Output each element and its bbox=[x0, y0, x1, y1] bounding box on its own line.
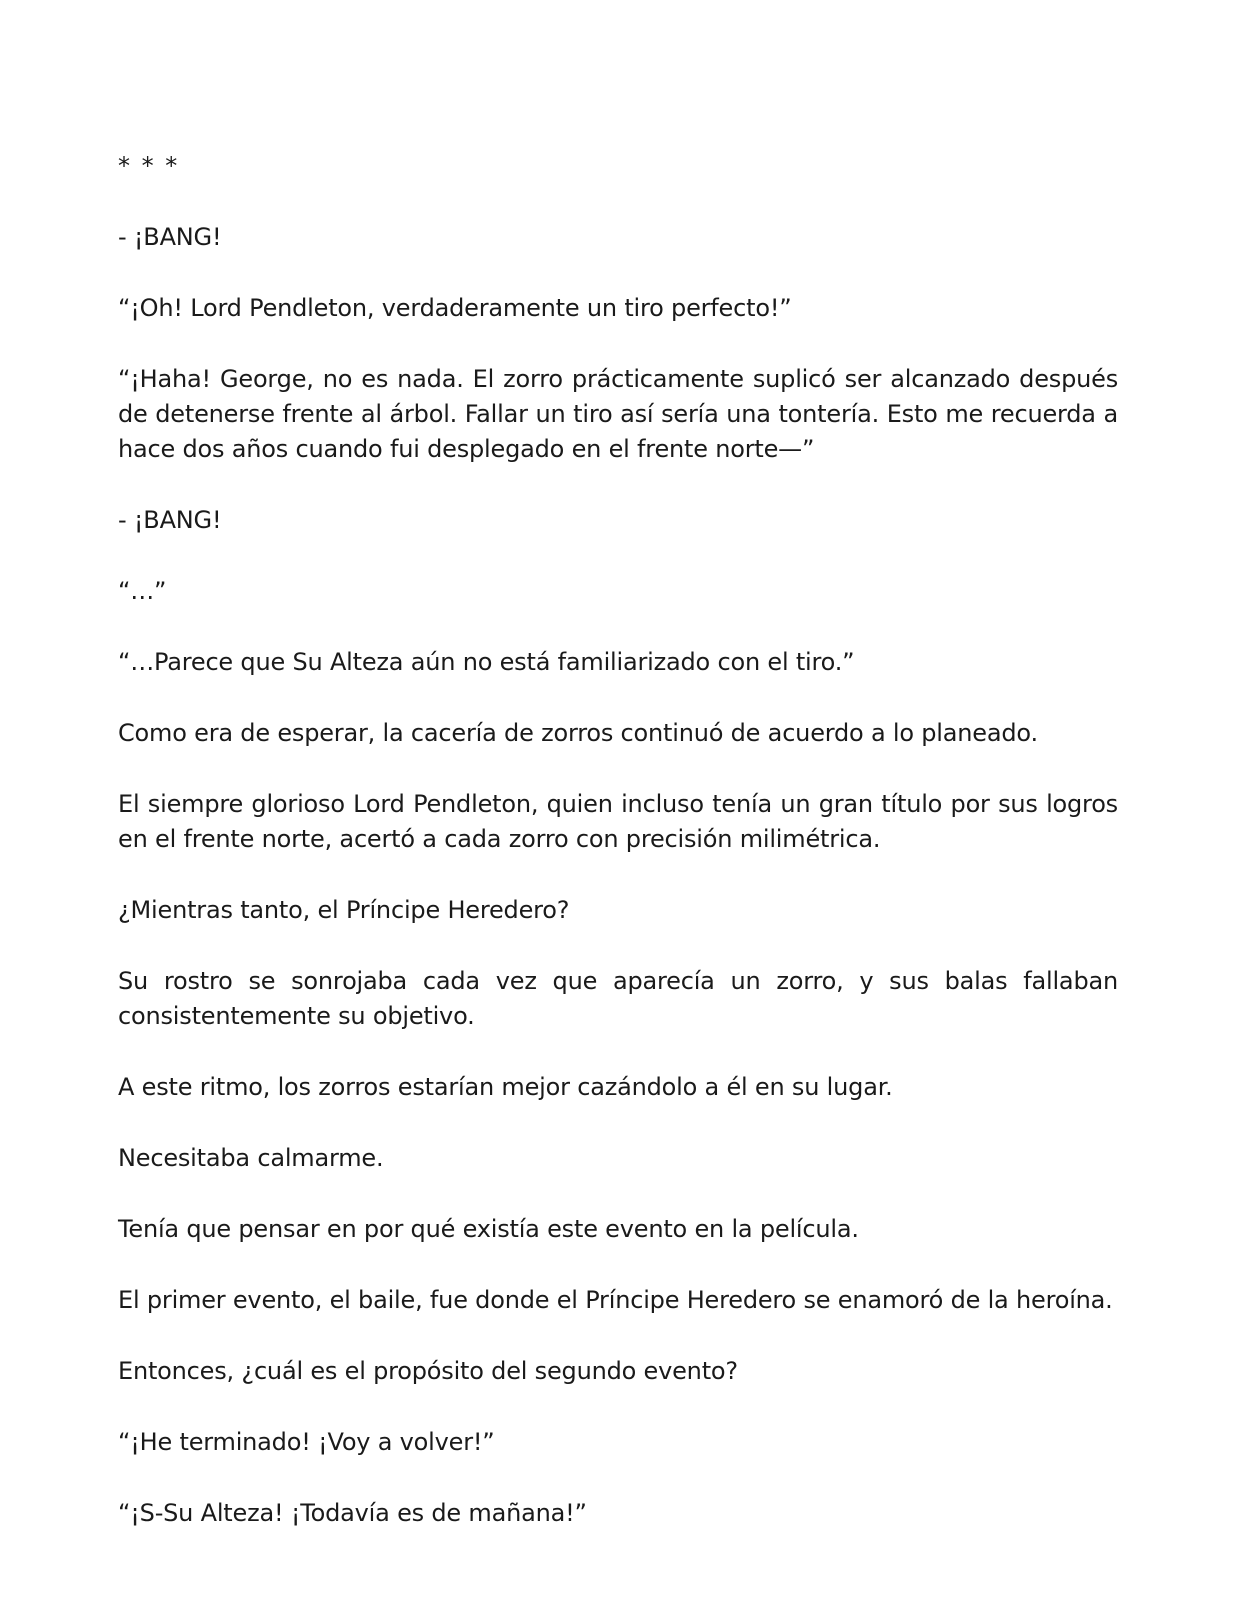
paragraph: Su rostro se sonrojaba cada vez que aparecía un zorro, y sus balas fallaban consistentemente su objetivo. bbox=[118, 967, 1118, 1030]
paragraph: Entonces, ¿cuál es el propósito del segundo evento? bbox=[118, 1357, 738, 1385]
paragraph: Necesitaba calmarme. bbox=[118, 1144, 384, 1172]
paragraph: El siempre glorioso Lord Pendleton, quien incluso tenía un gran título por sus logros en el frente norte, acertó a cada zorro con precisión milimétrica. bbox=[118, 790, 1118, 853]
paragraph: “¡He terminado! ¡Voy a volver!” bbox=[118, 1428, 495, 1456]
paragraph: El primer evento, el baile, fue donde el Príncipe Heredero se enamoró de la heroína. bbox=[118, 1286, 1113, 1314]
paragraph: Tenía que pensar en por qué existía este evento en la película. bbox=[118, 1215, 859, 1243]
paragraph: - ¡BANG! bbox=[118, 506, 222, 534]
paragraph: Como era de esperar, la cacería de zorros continuó de acuerdo a lo planeado. bbox=[118, 719, 1038, 747]
paragraph: “¡Oh! Lord Pendleton, verdaderamente un tiro perfecto!” bbox=[118, 294, 792, 322]
paragraph: A este ritmo, los zorros estarían mejor cazándolo a él en su lugar. bbox=[118, 1073, 893, 1101]
paragraph: “…Parece que Su Alteza aún no está familiarizado con el tiro.” bbox=[118, 648, 855, 676]
paragraph: - ¡BANG! bbox=[118, 223, 222, 251]
scene-separator: * * * bbox=[118, 152, 180, 180]
paragraph: ¿Mientras tanto, el Príncipe Heredero? bbox=[118, 896, 570, 924]
paragraph: “¡Haha! George, no es nada. El zorro prácticamente suplicó ser alcanzado después de detenerse frente al árbol. Fallar un tiro así sería una tontería. Esto me recuerda a hace dos años cuando fui desplegado en el frente norte—” bbox=[118, 365, 1118, 463]
paragraph: “…” bbox=[118, 577, 167, 605]
paragraph: “¡S-Su Alteza! ¡Todavía es de mañana!” bbox=[118, 1499, 587, 1527]
document-body bbox=[118, 149, 1118, 1567]
